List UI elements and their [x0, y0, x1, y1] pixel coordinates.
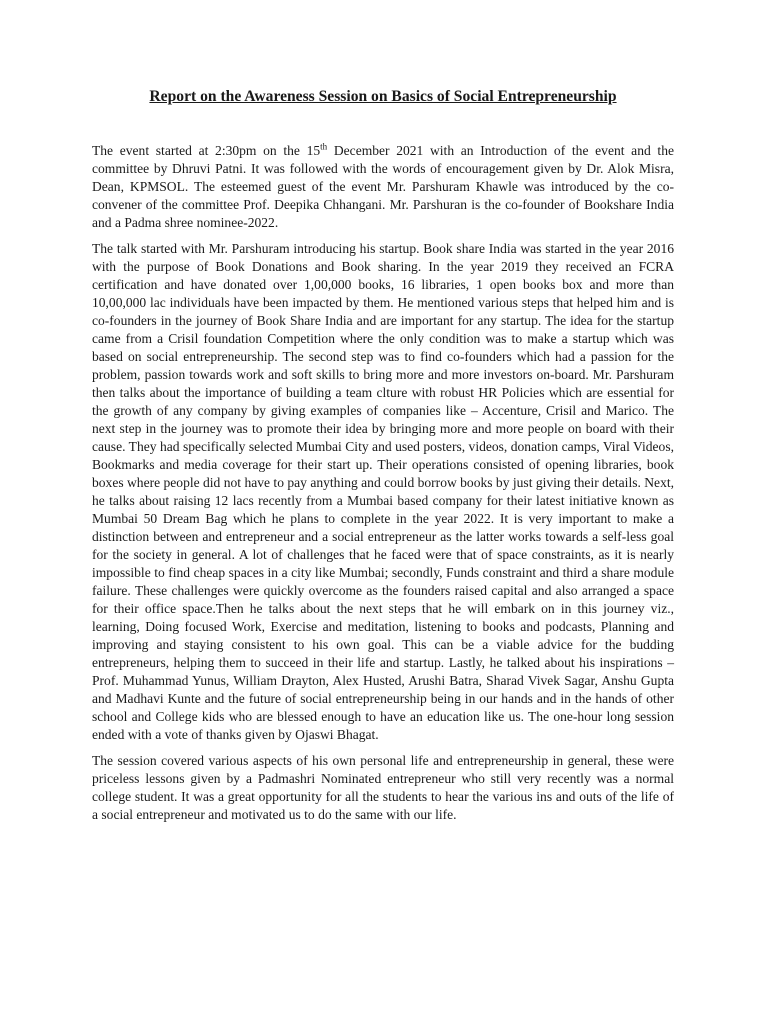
paragraph-conclusion: The session covered various aspects of his own personal life and entrepreneurship in general, these were priceless lessons given by a Padmashri Nominated entrepreneur who still very recently was a normal college student. It was a great opportunity for all the students to hear the various ins and outs of the life of a social entrepreneur and motivated us to do the same with our life.: [92, 753, 674, 822]
report-title: Report on the Awareness Session on Basics of Social Entrepreneurship: [149, 88, 617, 105]
paragraph-introduction: [92, 142, 674, 232]
paragraph-introduction-rest: December 2021 with an Introduction of the event and the committee by Dhruvi Patni. It was followed with the words of encouragement given by Dr. Alok Misra, Dean, KPMSOL. The esteemed guest of the event Mr. Parshuram Khawle was introduced by the co-convener of the committee Prof. Deepika Chhangani. Mr. Parshuran is the co-founder of Bookshare India and a Padma shree nominee-2022.: [92, 143, 674, 230]
document-page: [92, 86, 674, 832]
paragraph-introduction-lead: The event started at 2:30pm on the 15: [92, 143, 321, 158]
date-ordinal-suffix: th: [320, 141, 328, 152]
paragraph-talk-summary: The talk started with Mr. Parshuram introducing his startup. Book share India was started in the year 2016 with the purpose of Book Donations and Book sharing. In the year 2019 they received an FCRA certification and have donated over 1,00,000 books, 16 libraries, 1 open books box and more than 10,00,000 lac individuals have been impacted by them. He mentioned various steps that helped him and is co-founders in the journey of Book Share India and are important for any startup. The idea for the startup came from a Crisil foundation Competition where the only condition was to make a startup which was based on social entrepreneurship. The second step was to find co-founders which had a passion for the problem, passion towards work and soft skills to bring more and more investors on-board. Mr. Parshuram then talks about the importance of building a team clture with robust HR Policies which are essential for the growth of any company by giving examples of companies like – Accenture, Crisil and Marico. The next step in the journey was to promote their idea by bringing more and more people on board with their cause. They had specifically selected Mumbai City and used posters, videos, donation camps, Viral Videos, Bookmarks and media coverage for their start up. Their operations consisted of opening libraries, book boxes where people did not have to pay anything and could borrow books by just giving their details. Next, he talks about raising 12 lacs recently from a Mumbai based company for their latest initiative known as Mumbai 50 Dream Bag which he plans to complete in the year 2022. It is very important to make a distinction between and entrepreneur and a social entrepreneur as the latter works towards a self-less goal for the society in general. A lot of challenges that he faced were that of space constraints, as it is nearly impossible to find cheap spaces in a city like Mumbai; secondly, Funds constraint and third a share module failure. These challenges were quickly overcome as the founders raised capital and also arranged a space for their office space.Then he talks about the next steps that he will embark on in this journey viz., learning, Doing focused Work, Exercise and meditation, listening to books and podcasts, Planning and improving and staying consistent to his own goal. This can be a viable advice for the budding entrepreneurs, helping them to succeed in their life and startup. Lastly, he talked about his inspirations – Prof. Muhammad Yunus, William Drayton, Alex Husted, Arushi Batra, Sharad Vivek Sagar, Anshu Gupta and Madhavi Kunte and the future of social entrepreneurship being in our hands and in the hands of other school and College kids who are blessed enough to have an education like us. The one-hour long session ended with a vote of thanks given by Ojaswi Bhagat.: [92, 241, 674, 742]
